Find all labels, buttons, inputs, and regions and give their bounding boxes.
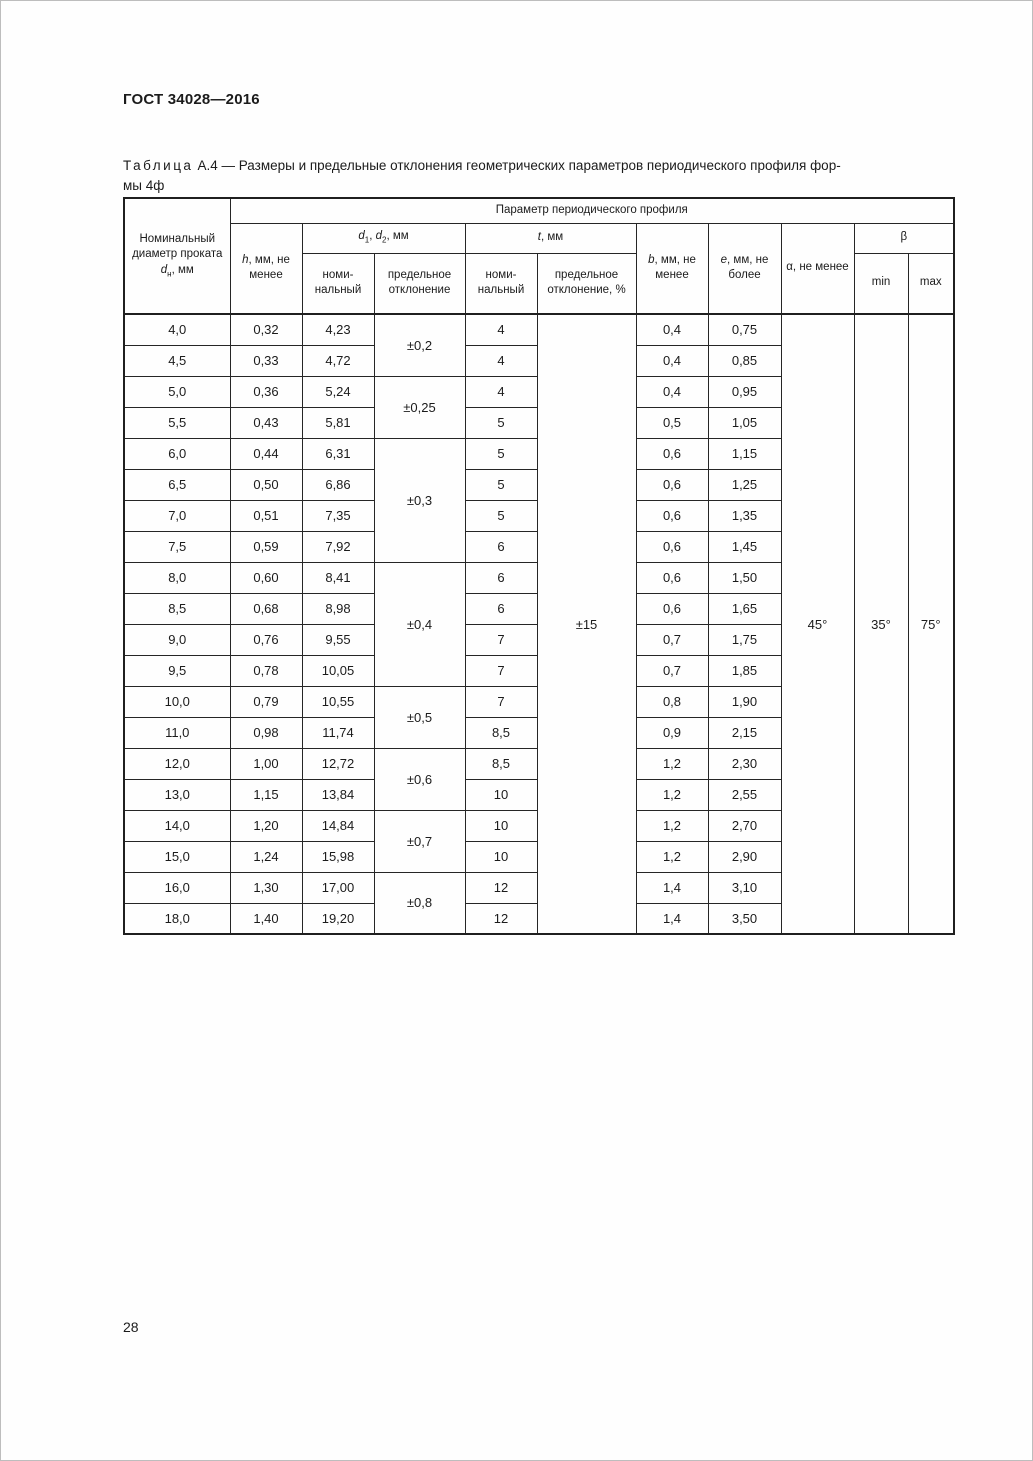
cell-t-nominal: 7 xyxy=(465,624,537,655)
cell-e: 0,75 xyxy=(708,314,781,345)
cell-b: 1,4 xyxy=(636,903,708,934)
cell-b: 0,4 xyxy=(636,376,708,407)
cell-b: 0,6 xyxy=(636,438,708,469)
cell-h: 1,00 xyxy=(230,748,302,779)
cell-t-nominal: 6 xyxy=(465,531,537,562)
cell-nominal-diameter: 7,0 xyxy=(124,500,230,531)
cell-nominal-diameter: 9,0 xyxy=(124,624,230,655)
cell-e: 1,25 xyxy=(708,469,781,500)
cell-e: 2,90 xyxy=(708,841,781,872)
cell-e: 2,70 xyxy=(708,810,781,841)
doc-standard-number: ГОСТ 34028—2016 xyxy=(123,91,260,108)
cell-t-nominal: 10 xyxy=(465,779,537,810)
cell-e: 1,15 xyxy=(708,438,781,469)
cell-beta-max: 75° xyxy=(908,314,954,934)
cell-d-nominal: 7,92 xyxy=(302,531,374,562)
cell-h: 0,68 xyxy=(230,593,302,624)
cell-e: 1,45 xyxy=(708,531,781,562)
cell-d-nominal: 10,55 xyxy=(302,686,374,717)
cell-h: 0,32 xyxy=(230,314,302,345)
cell-d-tolerance: ±0,6 xyxy=(374,748,465,810)
cell-h: 1,20 xyxy=(230,810,302,841)
cell-d-nominal: 5,24 xyxy=(302,376,374,407)
cell-e: 1,35 xyxy=(708,500,781,531)
cell-b: 0,4 xyxy=(636,345,708,376)
cell-h: 0,59 xyxy=(230,531,302,562)
header-b: b, мм, не менее xyxy=(636,223,708,314)
cell-nominal-diameter: 11,0 xyxy=(124,717,230,748)
cell-nominal-diameter: 4,0 xyxy=(124,314,230,345)
cell-e: 1,05 xyxy=(708,407,781,438)
header-d-tolerance: предельное отклонение xyxy=(374,253,465,314)
cell-d-nominal: 7,35 xyxy=(302,500,374,531)
cell-b: 0,9 xyxy=(636,717,708,748)
cell-b: 0,6 xyxy=(636,562,708,593)
cell-e: 1,65 xyxy=(708,593,781,624)
cell-e: 1,75 xyxy=(708,624,781,655)
cell-t-nominal: 4 xyxy=(465,345,537,376)
header-beta-max: max xyxy=(908,253,954,314)
cell-d-nominal: 12,72 xyxy=(302,748,374,779)
cell-t-nominal: 5 xyxy=(465,438,537,469)
cell-d-nominal: 17,00 xyxy=(302,872,374,903)
cell-nominal-diameter: 6,0 xyxy=(124,438,230,469)
header-e: e, мм, не более xyxy=(708,223,781,314)
cell-e: 3,50 xyxy=(708,903,781,934)
cell-nominal-diameter: 8,0 xyxy=(124,562,230,593)
cell-d-nominal: 5,81 xyxy=(302,407,374,438)
cell-alpha: 45° xyxy=(781,314,854,934)
cell-h: 0,36 xyxy=(230,376,302,407)
cell-t-nominal: 10 xyxy=(465,810,537,841)
cell-d-nominal: 10,05 xyxy=(302,655,374,686)
table-caption xyxy=(123,156,963,198)
cell-t-nominal: 7 xyxy=(465,655,537,686)
header-row-2 xyxy=(124,223,954,253)
cell-h: 1,30 xyxy=(230,872,302,903)
cell-d-nominal: 19,20 xyxy=(302,903,374,934)
cell-e: 0,95 xyxy=(708,376,781,407)
cell-d-nominal: 14,84 xyxy=(302,810,374,841)
cell-d-nominal: 4,23 xyxy=(302,314,374,345)
cell-nominal-diameter: 6,5 xyxy=(124,469,230,500)
cell-b: 0,4 xyxy=(636,314,708,345)
cell-d-nominal: 9,55 xyxy=(302,624,374,655)
cell-e: 2,30 xyxy=(708,748,781,779)
cell-e: 2,55 xyxy=(708,779,781,810)
cell-h: 0,33 xyxy=(230,345,302,376)
cell-nominal-diameter: 15,0 xyxy=(124,841,230,872)
cell-b: 0,8 xyxy=(636,686,708,717)
cell-b: 0,6 xyxy=(636,531,708,562)
cell-t-nominal: 6 xyxy=(465,593,537,624)
cell-b: 0,6 xyxy=(636,469,708,500)
cell-t-nominal: 10 xyxy=(465,841,537,872)
cell-t-nominal: 5 xyxy=(465,469,537,500)
cell-b: 1,2 xyxy=(636,748,708,779)
cell-nominal-diameter: 5,0 xyxy=(124,376,230,407)
cell-b: 0,5 xyxy=(636,407,708,438)
cell-d-nominal: 11,74 xyxy=(302,717,374,748)
page-number: 28 xyxy=(123,1319,139,1335)
cell-h: 0,44 xyxy=(230,438,302,469)
header-beta-min: min xyxy=(854,253,908,314)
cell-h: 1,15 xyxy=(230,779,302,810)
header-beta-group: β xyxy=(854,223,954,253)
cell-d-tolerance: ±0,8 xyxy=(374,872,465,934)
header-param-group: Параметр периодического профиля xyxy=(230,198,954,223)
cell-nominal-diameter: 9,5 xyxy=(124,655,230,686)
cell-nominal-diameter: 5,5 xyxy=(124,407,230,438)
cell-t-nominal: 8,5 xyxy=(465,748,537,779)
cell-h: 0,50 xyxy=(230,469,302,500)
cell-d-tolerance: ±0,5 xyxy=(374,686,465,748)
cell-nominal-diameter: 16,0 xyxy=(124,872,230,903)
header-t-group: t, мм xyxy=(465,223,636,253)
cell-e: 1,90 xyxy=(708,686,781,717)
cell-d-nominal: 6,86 xyxy=(302,469,374,500)
cell-nominal-diameter: 8,5 xyxy=(124,593,230,624)
cell-nominal-diameter: 18,0 xyxy=(124,903,230,934)
cell-h: 1,24 xyxy=(230,841,302,872)
cell-h: 1,40 xyxy=(230,903,302,934)
cell-d-nominal: 8,98 xyxy=(302,593,374,624)
header-d1-d2-group: $d_1$, $d_2$, мм xyxy=(302,223,465,253)
cell-d-tolerance: ±0,4 xyxy=(374,562,465,686)
cell-d-nominal: 15,98 xyxy=(302,841,374,872)
gost-table-a4 xyxy=(123,197,955,935)
cell-nominal-diameter: 13,0 xyxy=(124,779,230,810)
cell-t-nominal: 8,5 xyxy=(465,717,537,748)
cell-t-nominal: 12 xyxy=(465,872,537,903)
cell-nominal-diameter: 4,5 xyxy=(124,345,230,376)
cell-d-tolerance: ±0,25 xyxy=(374,376,465,438)
cell-e: 1,85 xyxy=(708,655,781,686)
cell-h: 0,76 xyxy=(230,624,302,655)
cell-h: 0,51 xyxy=(230,500,302,531)
cell-h: 0,60 xyxy=(230,562,302,593)
table-caption-label: Таблица xyxy=(123,157,194,173)
cell-b: 0,7 xyxy=(636,624,708,655)
cell-t-nominal: 5 xyxy=(465,407,537,438)
header-d-nominal: номи- нальный xyxy=(302,253,374,314)
cell-h: 0,98 xyxy=(230,717,302,748)
header-t-tolerance: предельное отклонение, % xyxy=(537,253,636,314)
cell-h: 0,78 xyxy=(230,655,302,686)
table-body xyxy=(124,314,954,934)
cell-b: 1,4 xyxy=(636,872,708,903)
cell-nominal-diameter: 12,0 xyxy=(124,748,230,779)
cell-h: 0,43 xyxy=(230,407,302,438)
cell-b: 1,2 xyxy=(636,779,708,810)
cell-t-nominal: 4 xyxy=(465,314,537,345)
cell-d-nominal: 8,41 xyxy=(302,562,374,593)
table-row xyxy=(124,314,954,345)
cell-t-nominal: 6 xyxy=(465,562,537,593)
header-nominal-diameter: Номинальный диаметр проката $d_н$, мм xyxy=(124,198,230,314)
cell-nominal-diameter: 14,0 xyxy=(124,810,230,841)
cell-beta-min: 35° xyxy=(854,314,908,934)
cell-d-nominal: 4,72 xyxy=(302,345,374,376)
cell-h: 0,79 xyxy=(230,686,302,717)
header-h: h, мм, не менее xyxy=(230,223,302,314)
header-row-1 xyxy=(124,198,954,223)
cell-e: 2,15 xyxy=(708,717,781,748)
cell-t-nominal: 12 xyxy=(465,903,537,934)
cell-nominal-diameter: 7,5 xyxy=(124,531,230,562)
cell-d-nominal: 13,84 xyxy=(302,779,374,810)
cell-e: 3,10 xyxy=(708,872,781,903)
table-caption-number: А.4 xyxy=(197,157,218,173)
header-t-nominal: номи- нальный xyxy=(465,253,537,314)
cell-nominal-diameter: 10,0 xyxy=(124,686,230,717)
cell-b: 0,7 xyxy=(636,655,708,686)
table-caption-text: — Размеры и предельные отклонения геометрических параметров периодического профиля фор- мы 4ф xyxy=(123,157,841,194)
cell-d-tolerance: ±0,7 xyxy=(374,810,465,872)
cell-b: 0,6 xyxy=(636,500,708,531)
cell-b: 1,2 xyxy=(636,810,708,841)
cell-e: 1,50 xyxy=(708,562,781,593)
cell-e: 0,85 xyxy=(708,345,781,376)
table-head xyxy=(124,198,954,314)
cell-d-tolerance: ±0,3 xyxy=(374,438,465,562)
cell-d-tolerance: ±0,2 xyxy=(374,314,465,376)
cell-t-nominal: 7 xyxy=(465,686,537,717)
cell-t-nominal: 4 xyxy=(465,376,537,407)
cell-b: 0,6 xyxy=(636,593,708,624)
header-alpha: α, не менее xyxy=(781,223,854,314)
cell-t-nominal: 5 xyxy=(465,500,537,531)
cell-b: 1,2 xyxy=(636,841,708,872)
cell-d-nominal: 6,31 xyxy=(302,438,374,469)
cell-t-tolerance: ±15 xyxy=(537,314,636,934)
